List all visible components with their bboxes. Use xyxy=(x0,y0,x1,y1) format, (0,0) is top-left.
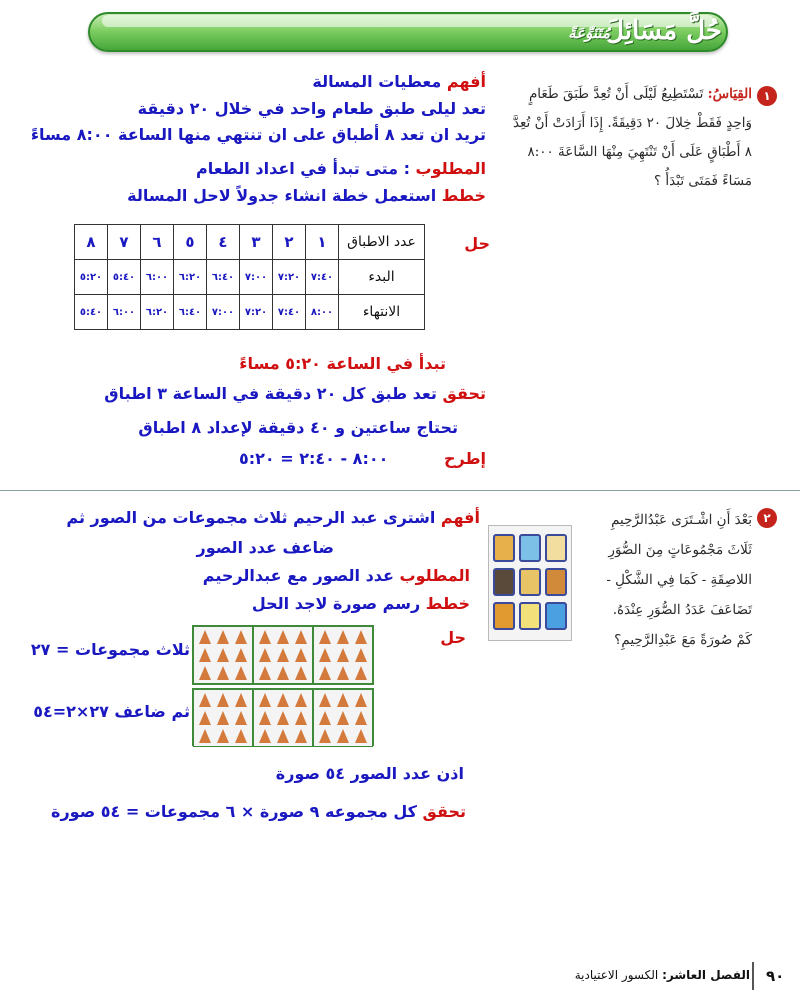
problem-1-number: ١ xyxy=(757,86,777,106)
sticker-triangle-icon xyxy=(295,729,307,743)
p2-result: اذن عدد الصور ٥٤ صورة xyxy=(275,764,464,783)
sticker-triangle-icon xyxy=(337,630,349,644)
footer-chapter xyxy=(575,968,750,982)
sticker-triangle-icon xyxy=(277,711,289,725)
p2-understand-label: أفهم xyxy=(440,508,480,527)
table-cell: ٧ xyxy=(108,225,141,260)
sticker-triangle-icon xyxy=(319,648,331,662)
p1-check-text-1: تعد طبق كل ٢٠ دقيقة في الساعة ٣ اطباق xyxy=(104,384,437,403)
problem-1-line-1: تَسْتَطِيعُ لَيْلَى أَنْ تُعِدَّ طَبَقَ طَعَامٍ xyxy=(528,86,704,102)
sticker-icon xyxy=(493,568,515,596)
table-row-dishes xyxy=(75,225,425,260)
p2-required-text: عدد الصور مع عبدالرحيم xyxy=(202,566,394,585)
p1-understand-text: معطيات المسالة xyxy=(312,72,442,91)
sticker-icon xyxy=(519,568,541,596)
table-cell: ٨ xyxy=(75,225,108,260)
sticker-triangle-icon xyxy=(355,630,367,644)
table-cell: ٦:٤٠ xyxy=(174,295,207,330)
problem-2-line-2: ثَلَاثَ مَجْمُوعَاتٍ مِنَ الصُّوَرِ xyxy=(608,542,752,558)
sticker-triangle-icon xyxy=(319,729,331,743)
p2-check xyxy=(51,802,466,821)
stickers-grid-doubled xyxy=(192,688,374,746)
sticker-triangle-icon xyxy=(235,648,247,662)
sticker-triangle-icon xyxy=(337,648,349,662)
sticker-triangle-icon xyxy=(199,666,211,680)
sticker-triangle-icon xyxy=(337,711,349,725)
p2-required-label: المطلوب xyxy=(399,566,470,585)
page-number: ٩٠ xyxy=(766,967,785,985)
sticker-group xyxy=(253,689,313,747)
sticker-group xyxy=(193,689,253,747)
p2-plan xyxy=(252,594,470,613)
p1-understand xyxy=(312,72,486,91)
table-cell: ٥:٢٠ xyxy=(75,260,108,295)
sticker-triangle-icon xyxy=(259,666,271,680)
sticker-icon xyxy=(545,602,567,630)
sticker-icon xyxy=(519,602,541,630)
table-cell: ٥ xyxy=(174,225,207,260)
sticker-triangle-icon xyxy=(295,711,307,725)
footer-chapter-title: الكسور الاعتيادية xyxy=(574,968,659,982)
table-cell: ٦ xyxy=(141,225,174,260)
problem-2-line-5: كَمْ صُورَةً مَعَ عَبْدِالرَّحِيمِ؟ xyxy=(614,632,752,648)
p1-subtract xyxy=(239,449,486,468)
banner-subtitle: مُتَنَوِّعَةً xyxy=(568,24,610,42)
sticker-triangle-icon xyxy=(217,729,229,743)
table-cell: ٢ xyxy=(273,225,306,260)
sticker-triangle-icon xyxy=(199,693,211,707)
sticker-triangle-icon xyxy=(259,648,271,662)
table-row-start xyxy=(75,260,425,295)
problem-1-text xyxy=(482,80,752,196)
sticker-triangle-icon xyxy=(277,666,289,680)
row-label-start: البدء xyxy=(339,260,425,295)
p1-check xyxy=(104,384,486,403)
p2-understand-text: اشترى عبد الرحيم ثلاث مجموعات من الصور ثم xyxy=(66,508,436,527)
sticker-triangle-icon xyxy=(217,630,229,644)
p1-required xyxy=(196,159,486,178)
problem-1-line-3: ٨ أَطْبَاقٍ عَلَى أَنْ تَنْتَهِيَ مِنْهَا السَّاعَةَ ٨:٠٠ xyxy=(527,144,752,160)
problem-1-line-4: مَسَاءً فَمَتَى تَبْدَأُ ؟ xyxy=(653,173,752,189)
table-cell: ٦:٢٠ xyxy=(141,295,174,330)
stickers-picture xyxy=(488,525,572,641)
p2-groups-text: ثلاث مجموعات = ٢٧ xyxy=(30,640,190,659)
p2-understand-text-2: ضاعف عدد الصور xyxy=(196,538,334,557)
table-cell: ٧:٢٠ xyxy=(273,260,306,295)
table-cell: ٧:٢٠ xyxy=(240,295,273,330)
sticker-triangle-icon xyxy=(217,666,229,680)
sticker-triangle-icon xyxy=(199,711,211,725)
p2-double-text: ثم ضاعف ٢٧×٢=٥٤ xyxy=(33,702,190,721)
sticker-triangle-icon xyxy=(259,693,271,707)
p2-understand xyxy=(66,508,480,527)
sticker-triangle-icon xyxy=(337,666,349,680)
sticker-triangle-icon xyxy=(199,729,211,743)
table-cell: ٣ xyxy=(240,225,273,260)
sticker-triangle-icon xyxy=(319,666,331,680)
meals-table xyxy=(74,224,425,330)
sticker-group xyxy=(253,626,313,684)
sticker-triangle-icon xyxy=(295,630,307,644)
p1-check-label: تحقق xyxy=(442,384,486,403)
section-divider xyxy=(0,490,800,491)
p1-plan-label: خطط xyxy=(441,186,486,205)
sticker-triangle-icon xyxy=(319,630,331,644)
table-cell: ٦:٠٠ xyxy=(141,260,174,295)
sticker-triangle-icon xyxy=(217,648,229,662)
sticker-triangle-icon xyxy=(355,666,367,680)
sticker-triangle-icon xyxy=(217,711,229,725)
sticker-icon xyxy=(493,534,515,562)
problem-2-number: ٢ xyxy=(757,508,777,528)
sticker-triangle-icon xyxy=(259,630,271,644)
sticker-triangle-icon xyxy=(259,711,271,725)
sticker-icon xyxy=(519,534,541,562)
sticker-triangle-icon xyxy=(295,666,307,680)
sticker-triangle-icon xyxy=(199,648,211,662)
problem-2-line-3: اللاصِقَةِ - كَمَا فِي الشَّكْلِ - xyxy=(606,572,752,588)
sticker-triangle-icon xyxy=(199,630,211,644)
p1-solve-label: حل xyxy=(464,234,490,253)
p2-solve-label: حل xyxy=(440,628,466,647)
problem-1-line-2: وَاحِدٍ فَقَطْ خِلالَ ٢٠ دَقِيقَةً. إِذَا أَرَادَتْ أَنْ تُعِدَّ xyxy=(512,115,752,131)
p2-check-text: كل مجموعه ٩ صورة × ٦ مجموعات = ٥٤ صورة xyxy=(51,802,417,821)
sticker-triangle-icon xyxy=(355,729,367,743)
footer-chapter-label: الفصل العاشر: xyxy=(662,968,750,982)
p1-given-2: تريد ان تعد ٨ أطباق على ان تنتهي منها الساعة ٨:٠٠ مساءً xyxy=(30,125,486,144)
table-cell: ٧:٠٠ xyxy=(240,260,273,295)
banner-title: حُلَّ مَسَائِلَ xyxy=(605,16,722,46)
sticker-icon xyxy=(493,602,515,630)
sticker-triangle-icon xyxy=(277,648,289,662)
sticker-triangle-icon xyxy=(355,648,367,662)
sticker-triangle-icon xyxy=(277,630,289,644)
p1-understand-label: أفهم xyxy=(446,72,486,91)
sticker-triangle-icon xyxy=(235,693,247,707)
table-cell: ٦:٠٠ xyxy=(108,295,141,330)
p2-required xyxy=(203,566,470,585)
problem-1-title: القِيَاسُ: xyxy=(707,86,752,102)
table-cell: ٧:٤٠ xyxy=(306,260,339,295)
p1-given-1: تعد ليلى طبق طعام واحد في خلال ٢٠ دقيقة xyxy=(137,99,486,118)
sticker-triangle-icon xyxy=(355,693,367,707)
sticker-triangle-icon xyxy=(295,648,307,662)
table-cell: ٧:٤٠ xyxy=(273,295,306,330)
table-cell: ٤ xyxy=(207,225,240,260)
sticker-icon xyxy=(545,534,567,562)
sticker-triangle-icon xyxy=(235,630,247,644)
p1-check-text-2: تحتاج ساعتين و ٤٠ دقيقة لإعداد ٨ اطباق xyxy=(138,418,458,437)
table-cell: ٧:٠٠ xyxy=(207,295,240,330)
sticker-triangle-icon xyxy=(319,693,331,707)
p1-subtract-text: ٨:٠٠ - ٢:٤٠ = ٥:٢٠ xyxy=(238,449,389,468)
sticker-triangle-icon xyxy=(217,693,229,707)
row-label-end: الانتهاء xyxy=(339,295,425,330)
table-cell: ٥:٤٠ xyxy=(75,295,108,330)
sticker-triangle-icon xyxy=(235,729,247,743)
sticker-group xyxy=(313,689,373,747)
sticker-triangle-icon xyxy=(319,711,331,725)
sticker-group xyxy=(313,626,373,684)
problem-2-line-4: تَضَاعَفَ عَدَدُ الصُّوَرِ عِنْدَهُ. xyxy=(612,602,752,618)
table-cell: ٦:٢٠ xyxy=(174,260,207,295)
p1-required-text: : متى تبدأ في اعداد الطعام xyxy=(195,159,410,178)
sticker-triangle-icon xyxy=(259,729,271,743)
p2-plan-text: رسم صورة لاجد الحل xyxy=(251,594,421,613)
p1-subtract-label: إطرح xyxy=(443,449,486,468)
problem-2-text xyxy=(552,505,752,655)
p1-result: تبدأ في الساعة ٥:٢٠ مساءً xyxy=(239,354,446,373)
p2-plan-label: خطط xyxy=(425,594,470,613)
sticker-triangle-icon xyxy=(277,693,289,707)
p2-check-label: تحقق xyxy=(422,802,466,821)
p1-required-label: المطلوب xyxy=(415,159,486,178)
p1-plan xyxy=(127,186,486,205)
table-cell: ١ xyxy=(306,225,339,260)
row-label-dishes: عدد الاطباق xyxy=(339,225,425,260)
sticker-triangle-icon xyxy=(235,711,247,725)
sticker-triangle-icon xyxy=(337,729,349,743)
sticker-icon xyxy=(545,568,567,596)
table-cell: ٥:٤٠ xyxy=(108,260,141,295)
stickers-grid-groups xyxy=(192,625,374,685)
table-cell: ٨:٠٠ xyxy=(306,295,339,330)
sticker-triangle-icon xyxy=(295,693,307,707)
sticker-triangle-icon xyxy=(277,729,289,743)
footer-divider xyxy=(752,962,754,990)
table-row-end xyxy=(75,295,425,330)
sticker-triangle-icon xyxy=(355,711,367,725)
sticker-triangle-icon xyxy=(337,693,349,707)
table-cell: ٦:٤٠ xyxy=(207,260,240,295)
problem-2-line-1: بَعْدَ أَنِ اشْـتَرَى عَبْدُالرَّحِيمِ xyxy=(611,512,752,528)
sticker-group xyxy=(193,626,253,684)
p1-plan-text: استعمل خطة انشاء جدولاً لاحل المسالة xyxy=(127,186,437,205)
sticker-triangle-icon xyxy=(235,666,247,680)
